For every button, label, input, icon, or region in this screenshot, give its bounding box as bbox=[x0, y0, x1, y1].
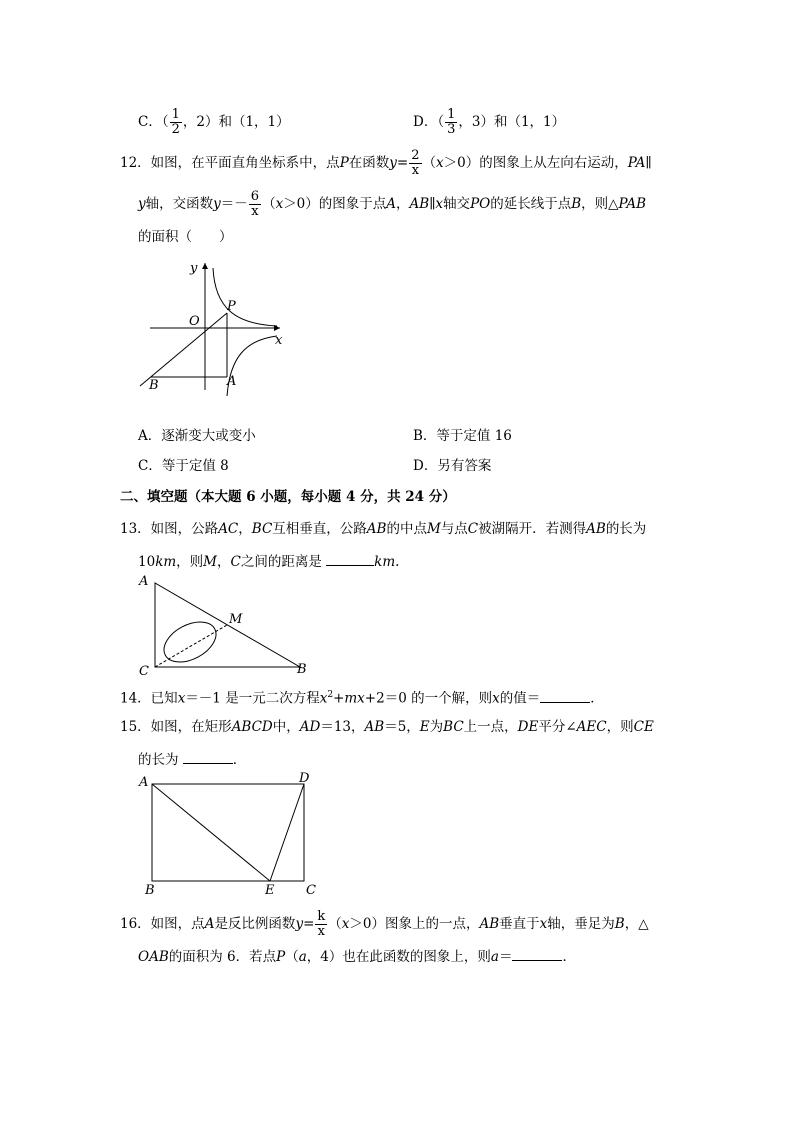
text: 14．已知 bbox=[120, 690, 178, 707]
frac-den: x bbox=[411, 163, 420, 178]
text: 上一点， bbox=[463, 719, 518, 735]
lake-ellipse bbox=[157, 614, 222, 670]
text: 的长为 bbox=[605, 521, 647, 537]
frac-num: k bbox=[317, 909, 326, 924]
text: ． bbox=[590, 690, 604, 707]
var: x bbox=[319, 690, 328, 707]
var: AB bbox=[364, 719, 385, 735]
text: 12．如图，在平面直角坐标系中，点 bbox=[120, 155, 340, 171]
var: y bbox=[389, 155, 397, 171]
var: AB∥x bbox=[409, 196, 444, 212]
text: 之间的距离是 bbox=[240, 554, 322, 570]
q12-line-2 bbox=[138, 190, 646, 219]
segment-cm-dashed bbox=[155, 625, 227, 667]
text: ＝5， bbox=[384, 719, 420, 735]
var: BC bbox=[251, 521, 273, 537]
text: 与点 bbox=[440, 521, 468, 537]
q13-line-1 bbox=[120, 520, 646, 538]
answer-blank[interactable] bbox=[183, 749, 233, 764]
q11-optc-fraction bbox=[170, 108, 182, 137]
answer-blank[interactable] bbox=[326, 551, 374, 566]
var: AEC bbox=[576, 719, 607, 735]
text: 15．如图，在矩形 bbox=[120, 719, 232, 735]
text: （ bbox=[285, 949, 299, 965]
text: ，则△ bbox=[581, 196, 619, 212]
text: 的长为 bbox=[138, 752, 179, 768]
var: PO bbox=[470, 196, 491, 212]
text: 的中点 bbox=[386, 521, 427, 537]
frac-den: x bbox=[251, 204, 259, 219]
label-p: P bbox=[227, 299, 236, 314]
q16-line-1 bbox=[120, 910, 649, 939]
q12-option-c bbox=[138, 457, 229, 475]
text: ＝13， bbox=[320, 719, 365, 735]
var: x bbox=[436, 155, 444, 171]
q11-optc-rest: ，2）和（1，1） bbox=[182, 114, 290, 130]
q12-option-d bbox=[413, 457, 491, 475]
frac-den: 3 bbox=[447, 122, 456, 137]
text: . bbox=[395, 554, 400, 570]
text: 的面积为 6．若点 bbox=[168, 949, 277, 965]
text: = bbox=[303, 916, 315, 932]
var: P bbox=[276, 949, 286, 965]
var: B bbox=[614, 916, 625, 932]
answer-blank[interactable] bbox=[540, 688, 590, 703]
q11-option-c bbox=[138, 108, 290, 137]
var: a bbox=[490, 949, 499, 965]
text: = bbox=[396, 155, 409, 171]
var: P bbox=[339, 155, 349, 171]
text: 轴交 bbox=[443, 196, 471, 212]
var: A bbox=[386, 196, 397, 212]
text: ， bbox=[396, 196, 410, 212]
q15-line-1 bbox=[120, 718, 654, 736]
text: ， bbox=[238, 521, 252, 537]
var: x bbox=[275, 196, 284, 212]
label-d: D bbox=[299, 771, 310, 786]
section-heading bbox=[120, 488, 456, 506]
label-m: M bbox=[229, 612, 243, 627]
label-b: B bbox=[297, 662, 307, 677]
q11-option-d bbox=[413, 108, 565, 137]
text: ． bbox=[232, 752, 247, 768]
q12-option-b bbox=[413, 427, 512, 445]
var: x bbox=[539, 916, 548, 932]
q11-optd-label: D．（ bbox=[413, 114, 445, 130]
text: 中， bbox=[272, 719, 300, 735]
rectangle-abcd bbox=[152, 784, 304, 881]
text: 二、填空题（本大题 6 小题，每小题 4 分，共 24 分） bbox=[120, 489, 456, 505]
text: 是反比例函数 bbox=[214, 916, 296, 932]
text: ＞0）的图象上从左向右运动， bbox=[443, 155, 628, 171]
text: ＝－1 是一元二次方程 bbox=[185, 690, 320, 707]
var: B bbox=[571, 196, 582, 212]
var: x bbox=[492, 690, 500, 707]
var: a bbox=[298, 949, 307, 965]
text: ＞0）的图象于点 bbox=[283, 196, 387, 212]
text: （ bbox=[262, 196, 276, 212]
q11-optd-rest: ，3）和（1，1） bbox=[458, 114, 566, 130]
text: （ bbox=[422, 155, 437, 171]
q13-line-2 bbox=[138, 551, 399, 571]
text: ，则 bbox=[606, 719, 634, 735]
frac-num: 1 bbox=[447, 107, 456, 122]
text: 互相垂直，公路 bbox=[272, 521, 367, 537]
var: ABCD bbox=[231, 719, 273, 735]
text: 被湖隔开．若测得 bbox=[478, 521, 587, 537]
var: PA∥ bbox=[627, 155, 652, 171]
var: CE bbox=[633, 719, 654, 735]
answer-blank[interactable] bbox=[512, 946, 562, 961]
label-x: x bbox=[275, 333, 283, 348]
label-e: E bbox=[265, 883, 275, 898]
var: E bbox=[419, 719, 430, 735]
text: ＝ bbox=[498, 949, 513, 965]
q16-line-2 bbox=[138, 946, 576, 966]
q11-optd-fraction bbox=[445, 108, 457, 137]
text: （ bbox=[328, 916, 342, 932]
q15-figure bbox=[135, 772, 325, 897]
label-b: B bbox=[145, 883, 155, 898]
q12-fraction-1 bbox=[409, 149, 421, 178]
text: 13．如图，公路 bbox=[120, 521, 219, 537]
var: AD bbox=[299, 719, 321, 735]
var: mx bbox=[344, 690, 365, 707]
q12-line-3 bbox=[138, 228, 233, 246]
label-c: C bbox=[306, 883, 316, 898]
text: B．等于定值 16 bbox=[413, 428, 512, 444]
var: BC bbox=[443, 719, 464, 735]
q12-option-a bbox=[138, 427, 256, 445]
label-a: A bbox=[139, 775, 149, 790]
var: C bbox=[467, 521, 479, 537]
frac-num: 1 bbox=[171, 107, 180, 122]
label-b: B bbox=[149, 378, 159, 393]
text: 10 bbox=[138, 554, 156, 570]
text: ，则 bbox=[176, 554, 204, 570]
var: PAB bbox=[618, 196, 647, 212]
text: ． bbox=[562, 949, 576, 965]
var: M bbox=[203, 554, 217, 570]
var: AB bbox=[586, 521, 606, 537]
text: 轴，交函数 bbox=[145, 196, 214, 212]
text: 垂直于 bbox=[499, 916, 540, 932]
text: ＝－ bbox=[220, 196, 248, 212]
var: x bbox=[341, 916, 350, 932]
text: A．逐渐变大或变小 bbox=[138, 428, 256, 444]
text: 在函数 bbox=[348, 155, 390, 171]
q14-line bbox=[120, 686, 604, 708]
superscript: 2 bbox=[327, 690, 334, 700]
var: DE bbox=[517, 719, 539, 735]
frac-den: 2 bbox=[171, 122, 180, 137]
var: y bbox=[295, 916, 304, 932]
var: y bbox=[138, 196, 146, 212]
var: y bbox=[213, 196, 221, 212]
var: km bbox=[155, 554, 177, 570]
text: ＞0）图象上的一点， bbox=[349, 916, 480, 932]
text: ，4）也在此函数的图象上，则 bbox=[306, 949, 491, 965]
q11-optc-label: C．（ bbox=[138, 114, 169, 130]
text: 的延长线于点 bbox=[490, 196, 572, 212]
text: + bbox=[333, 690, 345, 707]
label-a: A bbox=[227, 374, 237, 389]
var: OAB bbox=[138, 949, 169, 965]
text: ， bbox=[217, 554, 231, 570]
label-c: C bbox=[139, 664, 149, 679]
frac-num: 2 bbox=[411, 148, 420, 163]
q16-fraction bbox=[315, 910, 327, 939]
var: A bbox=[204, 916, 215, 932]
var: x bbox=[177, 690, 186, 707]
q12-figure bbox=[135, 258, 295, 398]
frac-num: 6 bbox=[250, 189, 260, 204]
text: 轴，垂足为 bbox=[547, 916, 615, 932]
segment-de bbox=[270, 784, 304, 881]
var: AB bbox=[479, 916, 500, 932]
var: km bbox=[374, 554, 396, 570]
text: 为 bbox=[429, 719, 444, 735]
text: C．等于定值 8 bbox=[138, 458, 229, 474]
label-o: O bbox=[189, 314, 200, 329]
frac-den: x bbox=[317, 924, 325, 939]
text: D．另有答案 bbox=[413, 458, 492, 474]
text: 的值＝ bbox=[499, 690, 541, 707]
var: AC bbox=[218, 521, 239, 537]
text: +2＝0 的一个解，则 bbox=[364, 690, 493, 707]
var: C bbox=[230, 554, 241, 570]
line-bp bbox=[140, 313, 227, 386]
q12-fraction-2 bbox=[249, 190, 261, 219]
label-y: y bbox=[190, 261, 198, 276]
var: AB bbox=[366, 521, 387, 537]
q13-figure bbox=[135, 574, 315, 679]
q15-line-2 bbox=[138, 749, 246, 769]
label-a: A bbox=[139, 574, 149, 589]
segment-ae bbox=[152, 784, 270, 881]
text: 16．如图，点 bbox=[120, 916, 205, 932]
text: 的面积（ ） bbox=[138, 229, 233, 245]
text: 平分∠ bbox=[538, 719, 577, 735]
q12-line-1 bbox=[120, 149, 652, 178]
text: ，△ bbox=[624, 916, 649, 932]
var: M bbox=[426, 521, 441, 537]
